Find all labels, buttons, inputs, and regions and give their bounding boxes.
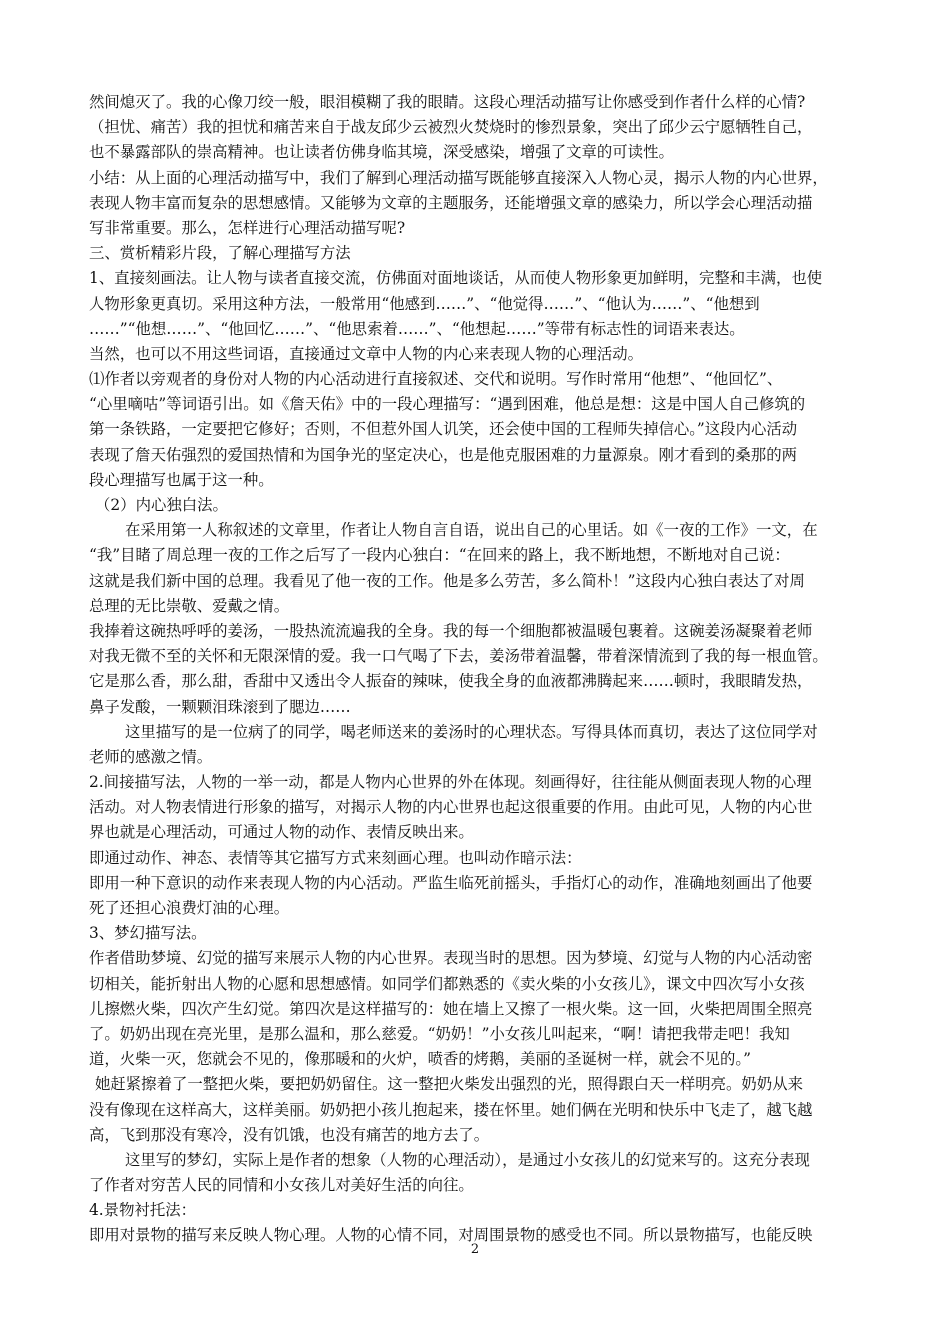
text-line: 界也就是心理活动，可通过人物的动作、表情反映出来。 [89, 823, 474, 842]
section-heading: 三、赏析精彩片段，了解心理描写方法 [89, 244, 351, 263]
text-line: 总理的无比崇敬、爱戴之情。 [89, 596, 290, 615]
text-line: 道，火柴一灭，您就会不见的，像那暖和的火炉，喷香的烤鹅，美丽的圣诞树一样，就会不见的。” [89, 1050, 751, 1069]
text-line: 这就是我们新中国的总理。我看见了他一夜的工作。他是多么劳苦，多么简朴！”这段内心独白表达了对周 [89, 571, 805, 590]
text-line: 了。奶奶出现在亮光里，是那么温和，那么慈爱。“奶奶！”小女孩儿叫起来，“啊！请把我带走吧！我知 [89, 1024, 790, 1043]
text-line: 活动。对人物表情进行形象的描写，对揭示人物的内心世界也起这很重要的作用。由此可见，人物的内心世 [89, 798, 813, 817]
text-line: ⑴作者以旁观者的身份对人物的内心活动进行直接叙述、交代和说明。写作时常用“他想”、“他回忆”、 [89, 370, 783, 389]
text-line: 作者借助梦境、幻觉的描写来展示人物的内心世界。表现当时的思想。因为梦境、幻觉与人物的内心活动密 [89, 949, 813, 968]
text-line: 即用一种下意识的动作来表现人物的内心活动。严监生临死前摇头，手指灯心的动作，准确地刻画出了他要 [89, 873, 813, 892]
text-line: 即通过动作、神态、表情等其它描写方式来刻画心理。也叫动作暗示法： [89, 848, 582, 867]
page-number: 2 [470, 1242, 480, 1257]
text-line: 老师的感激之情。 [89, 747, 213, 766]
subsection-heading: 3、梦幻描写法。 [89, 924, 207, 943]
text-line: 死了还担心浪费灯油的心理。 [89, 899, 290, 917]
text-line: 表现人物丰富而复杂的思想感情。又能够为文章的主题服务，还能增强文章的感染力，所以学会心理活动描 [89, 193, 813, 212]
text-line: 了作者对穷苦人民的同情和小女孩儿对美好生活的向往。 [89, 1176, 474, 1195]
document-body [89, 90, 865, 1249]
text-line: 切相关，能折射出人物的心愿和思想感情。如同学们都熟悉的《卖火柴的小女孩儿》，课文中四次写小女孩 [89, 974, 805, 993]
text-line: 然间熄灭了。我的心像刀绞一般，眼泪模糊了我的眼睛。这段心理活动描写让你感受到作者什么样的心情? [89, 93, 806, 111]
text-line: 鼻子发酸，一颗颗泪珠滚到了腮边…… [89, 697, 351, 716]
text-line: 2.间接描写法，人物的一举一动，都是人物内心世界的外在体现。刻画得好，往往能从侧面表现人物的心理 [89, 773, 812, 792]
text-line: 人物形象更真切。采用这种方法，一般常用“他感到……”、“他觉得……”、“他认为……”、“他想到 [89, 294, 760, 313]
text-line: 写非常重要。那么，怎样进行心理活动描写呢? [89, 218, 406, 237]
text-line: 1、直接刻画法。让人物与读者直接交流，仿佛面对面地谈话，从而使人物形象更加鲜明，完整和丰满，也使 [89, 269, 823, 288]
text-line: 她赶紧擦着了一整把火柴，要把奶奶留住。这一整把火柴发出强烈的光，照得跟白天一样明亮。奶奶从来 [95, 1075, 803, 1094]
text-line: ……”“他想……”、“他回忆……”、“他思索着……”、“他想起……”等带有标志性的词语来表达。 [89, 319, 745, 338]
subsection-heading: （2）内心独白法。 [95, 496, 228, 514]
text-line: 这里写的梦幻，实际上是作者的想象（人物的心理活动），是通过小女孩儿的幻觉来写的。这充分表现 [125, 1150, 810, 1169]
text-line: 也不暴露部队的崇高精神。也让读者仿佛身临其境，深受感染，增强了文章的可读性。 [89, 143, 674, 162]
text-line: 段心理描写也属于这一种。 [89, 470, 274, 489]
text-line: 在采用第一人称叙述的文章里，作者让人物自言自语，说出自己的心里话。如《一夜的工作》一文，在 [125, 521, 818, 540]
text-line: 对我无微不至的关怀和无限深情的爱。我一口气喝了下去，姜汤带着温馨，带着深情流到了我的每一根血管。 [89, 647, 828, 666]
text-line: 这里描写的是一位病了的同学，喝老师送来的姜汤时的心理状态。写得具体而真切，表达了这位同学对 [125, 722, 818, 741]
text-line: 第一条铁路，一定要把它修好；否则，不但惹外国人讥笑，还会使中国的工程师失掉信心。”这段内心活动 [89, 420, 798, 439]
text-line: 我捧着这碗热呼呼的姜汤，一股热流流遍我的全身。我的每一个细胞都被温暖包裹着。这碗姜汤凝聚着老师 [89, 621, 813, 640]
text-line: “心里嘀咕”等词语引出。如《詹天佑》中的一段心理描写：“遇到困难，他总是想：这是中国人自己修筑的 [89, 395, 806, 414]
text-line: 高，飞到那没有寒冷，没有饥饿，也没有痛苦的地方去了。 [89, 1125, 490, 1144]
text-line: 当然，也可以不用这些词语，直接通过文章中人物的内心来表现人物的心理活动。 [89, 344, 644, 363]
subsection-heading: 4.景物衬托法： [89, 1201, 197, 1220]
text-line: 没有像现在这样高大，这样美丽。奶奶把小孩儿抱起来，搂在怀里。她们俩在光明和快乐中飞走了，越飞越 [89, 1100, 813, 1119]
text-line: 表现了詹天佑强烈的爱国热情和为国争光的坚定决心，也是他克服困难的力量源泉。刚才看到的桑那的两 [89, 445, 797, 464]
text-line: 儿擦燃火柴，四次产生幻觉。第四次是这样描写的：她在墙上又擦了一根火柴。这一回，火柴把周围全照亮 [89, 999, 813, 1018]
text-line: 小结：从上面的心理活动描写中，我们了解到心理活动描写既能够直接深入人物心灵，揭示人物的内心世界， [89, 168, 828, 187]
text-line: （担忧、痛苦）我的担忧和痛苦来自于战友邱少云被烈火焚烧时的惨烈景象，突出了邱少云宁愿牺牲自己， [89, 118, 813, 137]
text-line: “我”目睹了周总理一夜的工作之后写了一段内心独白：“在回来的路上，我不断地想，不断地对自己说： [89, 546, 790, 565]
text-line: 即用对景物的描写来反映人物心理。人物的心情不同，对周围景物的感受也不同。所以景物描写，也能反映 [89, 1226, 813, 1245]
text-line: 它是那么香，那么甜，香甜中又透出令人振奋的辣味，使我全身的血液都沸腾起来……顿时，我眼睛发热， [89, 672, 813, 691]
